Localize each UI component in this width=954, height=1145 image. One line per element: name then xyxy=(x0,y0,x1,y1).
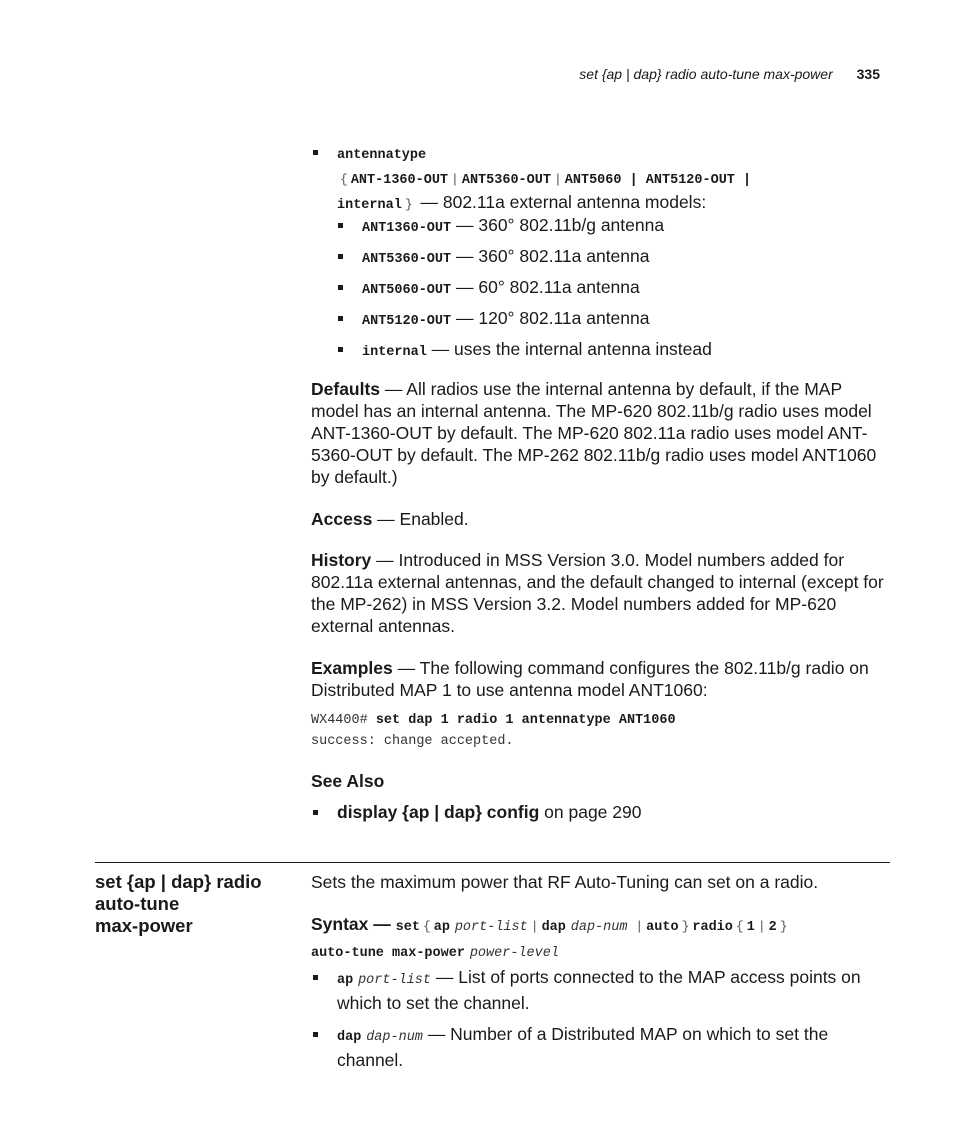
param-desc: — Number of a Distributed MAP on which to set the channel. xyxy=(337,1024,829,1070)
model-desc: — 60° 802.11a antenna xyxy=(451,277,640,297)
examples-paragraph xyxy=(311,657,889,701)
model-code: ANT1360-OUT xyxy=(362,221,452,236)
access-label: Access xyxy=(311,509,373,529)
syntax-arg: dap-num xyxy=(570,920,628,935)
param-desc: — List of ports connected to the MAP access points on which to set the channel. xyxy=(337,967,861,1013)
option-ant5060-5120: ANT5060 | ANT5120-OUT | xyxy=(564,173,752,188)
syntax-token: 1 xyxy=(746,920,755,935)
model-item xyxy=(336,338,889,369)
history-text: — Introduced in MSS Version 3.0. Model numbers added for 802.11a external antennas, and the default changed to internal (except for the MP-262) in MSS Version 3.2. Model numbers added for MP-620 external antennas. xyxy=(311,550,884,636)
section-heading xyxy=(95,871,295,937)
model-desc: — 360° 802.11b/g antenna xyxy=(451,215,665,235)
antennatype-param: antennatype xyxy=(337,148,427,163)
section-divider xyxy=(95,862,890,863)
defaults-label: Defaults xyxy=(311,379,381,399)
syntax-label: Syntax — xyxy=(311,914,396,934)
running-title: set {ap | dap} radio auto-tune max-power xyxy=(579,66,833,82)
access-paragraph xyxy=(311,508,889,530)
section-intro xyxy=(311,871,889,893)
model-item xyxy=(336,245,889,276)
defaults-paragraph xyxy=(311,378,889,488)
model-code: ANT5120-OUT xyxy=(362,314,452,329)
access-text: — Enabled. xyxy=(372,509,469,529)
page-header xyxy=(0,66,880,82)
param-key: ap xyxy=(337,973,354,988)
param-item xyxy=(311,1023,889,1071)
see-also-title: See Also xyxy=(311,771,385,791)
syntax-token: set xyxy=(395,920,420,935)
syntax-arg: port-list xyxy=(454,920,528,935)
see-also-item xyxy=(311,801,889,823)
antenna-model-list xyxy=(311,214,889,369)
model-desc: — 120° 802.11a antenna xyxy=(451,308,650,328)
param-list xyxy=(311,966,889,1071)
example-code xyxy=(311,710,889,752)
see-also-heading xyxy=(311,770,889,792)
examples-text: — The following command configures the 802.11b/g radio on Distributed MAP 1 to use antenna model ANT1060: xyxy=(311,658,869,700)
heading-line: set {ap | dap} radio xyxy=(95,871,262,892)
model-item xyxy=(336,214,889,245)
antennatype-item: antennatype { ANT-1360-OUT | ANT5360-OUT | ANT5060 | ANT5120-OUT | internal } — 802.11a external antenna models: xyxy=(311,141,889,217)
param-arg: dap-num xyxy=(366,1030,423,1045)
syntax-block: Syntax — set { ap port-list | dap dap-num | auto } radio { 1 | 2 } auto-tune max-power power-level xyxy=(311,914,788,961)
option-ant1360: ANT-1360-OUT xyxy=(350,173,449,188)
model-code: ANT5060-OUT xyxy=(362,283,452,298)
heading-line: max-power xyxy=(95,915,193,936)
syntax-token: auto-tune max-power xyxy=(311,946,465,961)
param-item xyxy=(311,966,889,1014)
model-item xyxy=(336,307,889,338)
syntax-token: dap xyxy=(541,920,566,935)
antennatype-desc: — 802.11a external antenna models: xyxy=(415,192,707,212)
model-code: internal xyxy=(362,345,427,360)
syntax-token: 2 xyxy=(768,920,777,935)
history-label: History xyxy=(311,550,372,570)
cli-output: success: change accepted. xyxy=(311,734,514,749)
see-also-list xyxy=(311,801,889,823)
syntax-token: auto xyxy=(646,920,679,935)
heading-line: auto-tune xyxy=(95,893,180,914)
syntax-arg: power-level xyxy=(469,946,559,961)
model-desc: — 360° 802.11a antenna xyxy=(451,246,650,266)
see-also-page-ref: on page 290 xyxy=(539,802,642,822)
option-internal: internal xyxy=(337,198,402,213)
history-paragraph xyxy=(311,549,889,637)
antennatype-block xyxy=(311,141,889,217)
defaults-text: — All radios use the internal antenna by default, if the MAP model has an internal antenna. The MP-620 802.11b/g radio uses model ANT-1360-OUT by default. The MP-620 802.11a radio uses model ANT-5360-OUT by default. The MP-262 802.11b/g radio uses model ANT1060 by default.) xyxy=(311,379,877,487)
model-item xyxy=(336,276,889,307)
syntax-token: radio xyxy=(692,920,733,935)
syntax-token: ap xyxy=(433,920,450,935)
cli-prompt: WX4400# xyxy=(311,713,376,728)
model-desc: — uses the internal antenna instead xyxy=(426,339,712,359)
param-arg: port-list xyxy=(358,973,431,988)
page-number: 335 xyxy=(856,66,880,82)
param-key: dap xyxy=(337,1030,362,1045)
model-code: ANT5360-OUT xyxy=(362,252,452,267)
option-ant5360: ANT5360-OUT xyxy=(461,173,551,188)
see-also-link[interactable]: display {ap | dap} config xyxy=(337,802,540,822)
intro-text: Sets the maximum power that RF Auto-Tuning can set on a radio. xyxy=(311,872,819,892)
cli-command: set dap 1 radio 1 antennatype ANT1060 xyxy=(375,713,676,728)
examples-label: Examples xyxy=(311,658,393,678)
